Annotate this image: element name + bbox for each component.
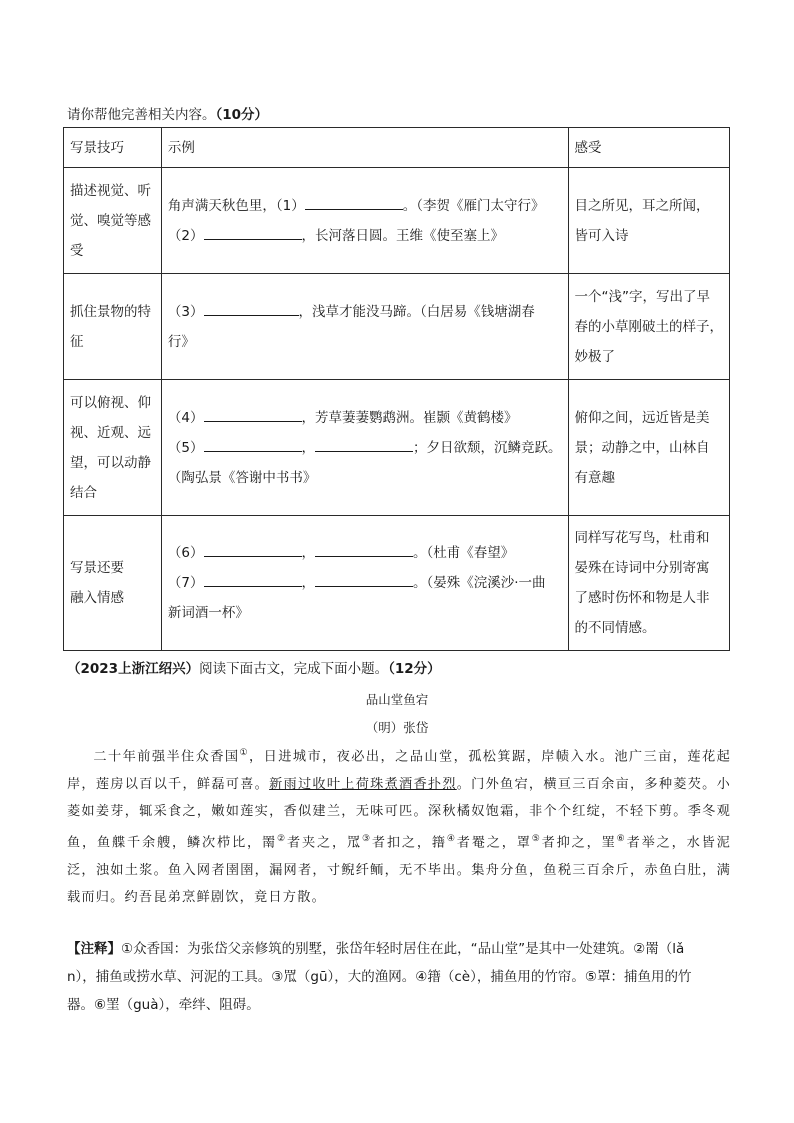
question-source	[67, 657, 441, 677]
feeling-cell	[568, 168, 730, 274]
feeling-line: 目之所见，耳之所闻，	[574, 197, 710, 214]
technique-cell	[64, 168, 162, 274]
passage-title: 品山堂鱼宕	[365, 692, 429, 707]
technique-line: 描述视觉、听	[70, 182, 151, 199]
feeling-line: 俯仰之间，远近皆是美	[574, 409, 710, 426]
technique-cell	[64, 380, 162, 516]
technique-line: 望，可以动静	[70, 454, 151, 471]
technique-line: 融入情感	[70, 590, 124, 606]
example-text: 。（杜甫《春望》	[413, 545, 515, 561]
example-text: ；夕日欲颓，沉鳞竞跃。	[413, 439, 562, 456]
feeling-line: 妙极了	[574, 348, 615, 365]
example-text: 角声满天秋色里，（1）	[167, 197, 305, 214]
example-line	[168, 297, 562, 327]
note-marker: ①	[239, 748, 250, 758]
technique-line: 征	[70, 333, 84, 350]
example-text: （2）	[167, 227, 204, 244]
answer-blank[interactable]	[204, 225, 302, 240]
note-marker: ②	[277, 833, 287, 844]
answer-blank[interactable]	[305, 195, 403, 210]
note-marker: ④	[446, 833, 457, 844]
feeling-line: 春的小草刚破土的样子，	[574, 318, 723, 335]
feeling-line: 景；动静之中，山林自	[574, 439, 710, 456]
example-cell	[161, 274, 568, 380]
table-header-row	[64, 128, 730, 168]
passage-body	[67, 740, 731, 912]
underlined-sentence: 新雨过收叶上荷珠煮酒香扑烈	[269, 776, 457, 792]
example-line	[168, 403, 562, 433]
technique-line: 视、近观、远	[70, 424, 151, 441]
passage-author: （明）张岱	[365, 720, 429, 735]
passage-text: 者抑之，罣	[541, 835, 617, 851]
example-text: （陶弘景《答谢中书书》	[167, 469, 317, 486]
technique-cell	[64, 274, 162, 380]
passage-paragraph	[67, 740, 731, 912]
answer-blank[interactable]	[315, 572, 413, 587]
note-marker: ⑤	[531, 833, 542, 844]
passage-text: 者扣之，簎	[371, 835, 447, 851]
example-text: 行》	[167, 333, 195, 350]
example-text: ，芳草萋萋鹦鹉洲。崔颢《黄鹤楼》	[301, 409, 518, 426]
example-cell	[161, 516, 568, 651]
answer-blank[interactable]	[204, 572, 302, 587]
example-line	[168, 221, 562, 251]
feeling-cell	[568, 516, 730, 651]
example-line	[168, 598, 562, 628]
annotations	[67, 935, 731, 1019]
example-text: 新词酒一杯》	[167, 605, 249, 621]
example-cell	[161, 168, 568, 274]
passage-text: 者夹之，罛	[286, 835, 362, 851]
example-text: ，	[301, 545, 315, 561]
answer-blank[interactable]	[204, 437, 302, 452]
passage-text: 二十年前强半住众香国	[93, 749, 240, 765]
header-technique: 写景技巧	[64, 128, 162, 168]
passage-text: ，日进城市，夜必出，之品山堂，孤松箕踞，岸帻入水。池广三亩，莲花起岸，莲房以百以千，鲜磊可喜。	[67, 749, 731, 792]
note-marker: ⑥	[616, 833, 627, 844]
technique-cell	[64, 516, 162, 651]
passage-text: 。门外鱼宕，横亘三百余亩，多种菱芡。小菱如姜芽，辄采食之，嫩如莲实，香似建兰，无味可匹。深秋橘奴饱霜，非个个红绽，不轻下剪。季冬观鱼，鱼艓千余艘，鳞次栉比，罱	[67, 776, 731, 851]
answer-blank[interactable]	[204, 542, 302, 557]
technique-line: 抓住景物的特	[70, 303, 151, 320]
technique-line: 受	[70, 242, 84, 259]
example-line	[168, 568, 562, 598]
example-text: ，	[301, 575, 315, 591]
source-year: （2023上浙江绍兴）	[67, 661, 200, 677]
example-cell	[161, 380, 568, 516]
source-task: 阅读下面古文，完成下面小题。	[199, 661, 389, 677]
example-text: （3）	[167, 303, 204, 320]
example-line	[168, 463, 562, 493]
header-example: 示例	[161, 128, 568, 168]
technique-line: 结合	[70, 484, 97, 501]
feeling-line: 的不同情感。	[574, 620, 656, 636]
example-text: （5）	[167, 439, 204, 456]
table-row	[64, 274, 730, 380]
technique-line: 写景还要	[70, 560, 124, 576]
feeling-line: 有意趣	[574, 469, 615, 486]
intro-text: 请你帮他完善相关内容。	[67, 107, 216, 123]
example-text: 。（李贺《雁门太守行》	[402, 197, 545, 214]
intro-points: （10分）	[215, 107, 269, 123]
example-text: ，浅草才能没马蹄。（白居易《钱塘湖春	[298, 303, 535, 320]
table-row	[64, 380, 730, 516]
answer-blank[interactable]	[315, 437, 413, 452]
example-text: ，	[301, 439, 315, 456]
table-row	[64, 168, 730, 274]
feeling-cell	[568, 380, 730, 516]
note-line: n），捕鱼或捞水草、河泥的工具。③罛（gū），大的渔网。④簎（cè），捕鱼用的竹帘。⑤罩：捕鱼用的竹	[67, 969, 692, 985]
example-text: （4）	[167, 409, 204, 426]
example-text: （6）	[167, 545, 204, 561]
example-text: 。（晏殊《浣溪沙·一曲	[413, 575, 546, 591]
note-line	[67, 935, 731, 963]
table-row	[64, 516, 730, 651]
note-label: 【注释】	[67, 941, 121, 957]
technique-line: 可以俯视、仰	[70, 394, 151, 411]
note-marker: ③	[361, 833, 372, 844]
writing-techniques-table	[63, 127, 730, 651]
answer-blank[interactable]	[315, 542, 413, 557]
header-feeling: 感受	[568, 128, 730, 168]
technique-line: 觉、嗅觉等感	[70, 212, 151, 229]
answer-blank[interactable]	[204, 407, 302, 422]
example-line	[168, 191, 562, 221]
source-points: （12分）	[388, 661, 441, 677]
feeling-line: 晏殊在诗词中分别寄寓	[574, 560, 710, 576]
example-text: （7）	[167, 575, 204, 591]
feeling-line: 皆可入诗	[574, 227, 629, 244]
feeling-line: 一个“浅”字，写出了早	[574, 288, 710, 305]
answer-blank[interactable]	[204, 301, 299, 316]
passage-text: 者罨之，罩	[456, 835, 532, 851]
feeling-line: 了感时伤怀和物是人非	[574, 590, 710, 606]
example-line	[168, 538, 562, 568]
example-line	[168, 327, 562, 357]
note-text: ①众香国：为张岱父亲修筑的别墅，张岱年轻时居住在此，“品山堂”是其中一处建筑。②罱（lǎ	[121, 941, 685, 957]
intro-instruction	[67, 103, 268, 123]
passage-text: 者举之，水皆泥泛，浊如土浆。鱼入网者圉圉，漏网者，寸鲵纤鲕，无不毕出。集舟分鱼，鱼税三百余斤，赤鱼白肚，满载而归。约吾昆弟烹鲜剧饮，竟日方散。	[67, 835, 731, 906]
feeling-line: 同样写花写鸟，杜甫和	[574, 530, 710, 546]
example-text: ，长河落日圆。王维《使至塞上》	[301, 227, 504, 244]
example-line	[168, 433, 562, 463]
note-line: 器。⑥罣（guà），牵绊、阻碍。	[67, 997, 260, 1013]
feeling-cell	[568, 274, 730, 380]
